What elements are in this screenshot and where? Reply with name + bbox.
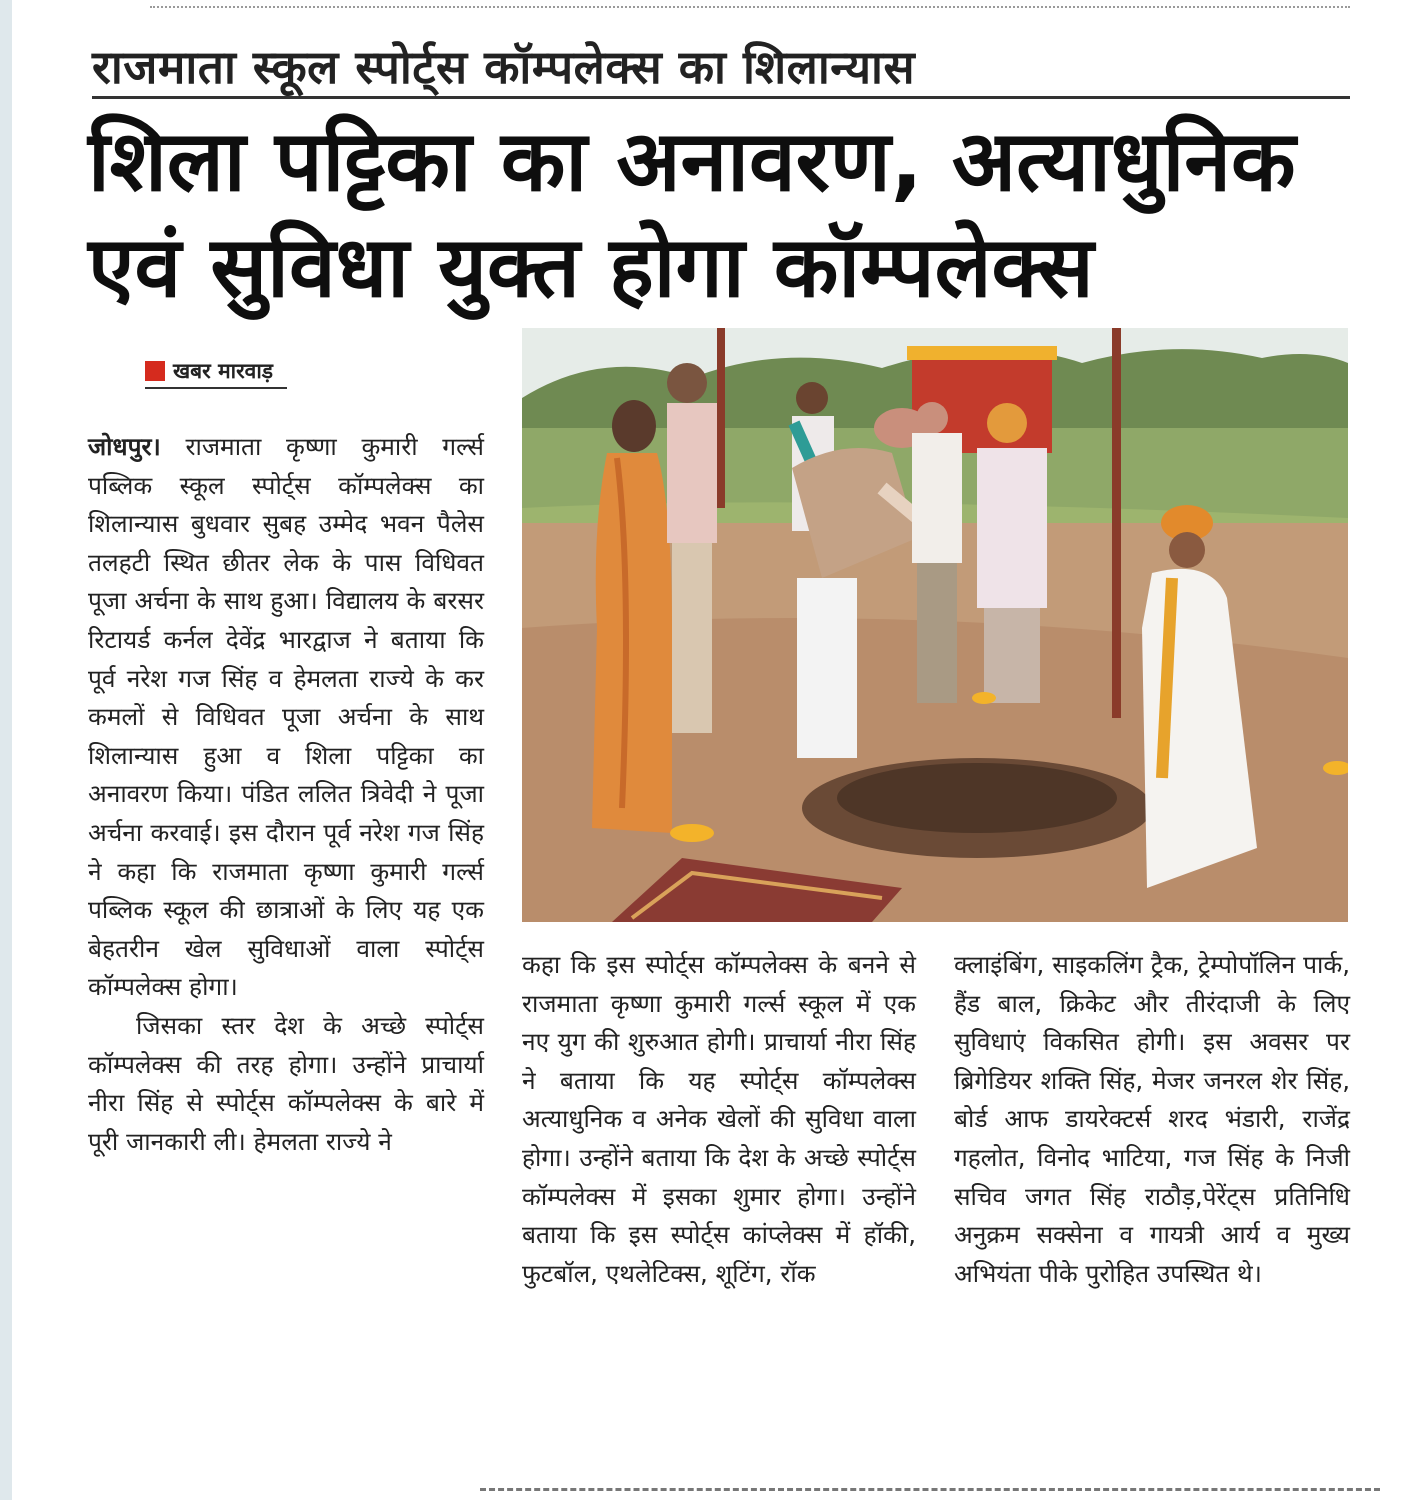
clipping-top-edge	[150, 0, 1350, 8]
article-kicker: राजमाता स्कूल स्पोर्ट्स कॉम्पलेक्स का शिलान्यास	[92, 38, 1350, 99]
column-3-paragraph: क्लाइंबिंग, साइकलिंग ट्रैक, ट्रेम्पोपॉलिन पार्क, हैंड बाल, क्रिकेट और तीरंदाजी के लिए सुविधाएं विकसित होगी। इस अवसर पर ब्रिगेडियर शक्ति सिंह, मेजर जनरल शेर सिंह, बोर्ड आफ डायरेक्टर्स शरद भंडारी, राजेंद्र गहलोत, विनोद भाटिया, गज सिंह के निजी सचिव जगत सिंह राठौड़,पेरेंट्स प्रतिनिधि अनुक्रम सक्सेना व गायत्री आर्य व मुख्य अभियंता पीके पुरोहित उपस्थित थे।	[954, 950, 1350, 1288]
page-edge-strip	[0, 0, 12, 1500]
byline-text: खबर मारवाड़	[173, 359, 274, 383]
dateline: जोधपुर।	[88, 432, 161, 461]
column-1-paragraph-2: जिसका स्तर देश के अच्छे स्पोर्ट्स कॉम्पलेक्स की तरह होगा। उन्होंने प्राचार्या नीरा सिंह से स्पोर्ट्स कॉम्पलेक्स के बारे में पूरी जानकारी ली। हेमलता राज्ये ने	[88, 1010, 484, 1156]
article-column-2	[522, 946, 916, 1293]
article-photo	[522, 328, 1348, 922]
byline	[145, 355, 287, 389]
column-1-paragraph-1	[88, 428, 484, 1007]
article-column-3	[954, 946, 1350, 1293]
clipping-bottom-edge	[480, 1488, 1380, 1495]
article-column-1	[88, 428, 484, 1161]
article-headline: शिला पट्टिका का अनावरण, अत्याधुनिक एवं सुविधा युक्त होगा कॉम्पलेक्स	[88, 112, 1296, 316]
column-1-text-1: राजमाता कृष्णा कुमारी गर्ल्स पब्लिक स्कूल स्पोर्ट्स कॉम्पलेक्स का शिलान्यास बुधवार सुबह उम्मेद भवन पैलेस तलहटी स्थित छीतर लेक के पास विधिवत पूजा अर्चना के साथ हुआ। विद्यालय के बरसर रिटायर्ड कर्नल देवेंद्र भारद्वाज ने बताया कि पूर्व नरेश गज सिंह व हेमलता राज्ये के कर कमलों से विधिवत पूजा अर्चना के साथ शिलान्यास हुआ व शिला पट्टिका का अनावरण किया। पंडित ललित त्रिवेदी ने पूजा अर्चना करवाई। इस दौरान पूर्व नरेश गज सिंह ने कहा कि राजमाता कृष्णा कुमारी गर्ल्स पब्लिक स्कूल की छात्राओं के लिए यह एक बेहतरीन खेल सुविधाओं वाला स्पोर्ट्स कॉम्पलेक्स होगा।	[88, 432, 484, 1002]
column-2-paragraph: कहा कि इस स्पोर्ट्स कॉम्पलेक्स के बनने से राजमाता कृष्णा कुमारी गर्ल्स स्कूल में एक नए युग की शुरुआत होगी। प्राचार्या नीरा सिंह ने बताया कि यह स्पोर्ट्स कॉम्पलेक्स अत्याधुनिक व अनेक खेलों की सुविधा वाला होगा। उन्होंने बताया कि देश के अच्छे स्पोर्ट्स कॉम्पलेक्स में इसका शुमार होगा। उन्होंने बताया कि इस स्पोर्ट्स कांप्लेक्स में हॉकी, फुटबॉल, एथलेटिक्स, शूटिंग, रॉक	[522, 950, 916, 1288]
byline-square-icon	[145, 361, 165, 381]
